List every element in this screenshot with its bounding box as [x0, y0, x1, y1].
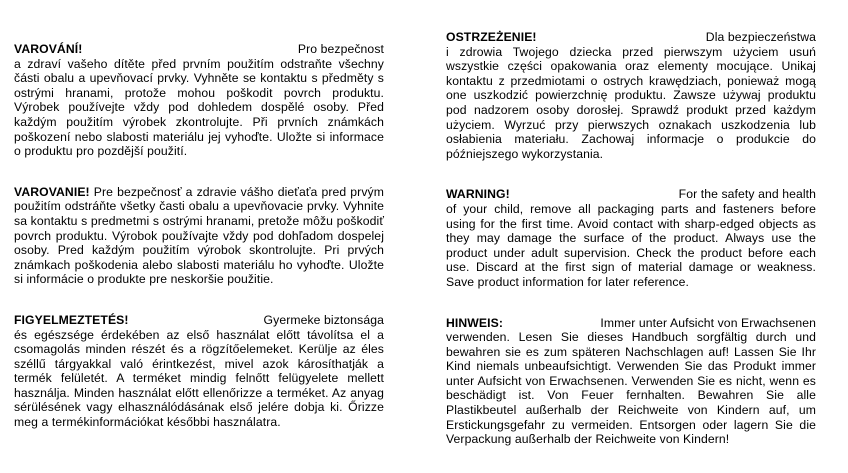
warning-block-hu: [14, 313, 384, 430]
warning-heading-sk: VAROVANIE!: [14, 184, 90, 199]
warning-text-cs: [14, 42, 384, 159]
right-column: [446, 0, 816, 473]
warning-block-en: [446, 187, 816, 289]
warning-heading-cs: VAROVÁNÍ!: [14, 42, 83, 56]
warning-block-pl: [446, 30, 816, 161]
warning-body-hu: és egészsége érdekében az első használat előtt távolítsa el a csomagolás minden részét és a rögzítőelemeket. Kerülje az éles széllű tárgyakkal való érintkezést, mivel azok károsíthatják a termék felületét. A terméket mindig felnőtt felügyelete mellett használja. Minden használat előtt ellenőrizze a terméket. Az anyag sérülésének vagy elhasználódásának első jelére dobja ki. Őrizze meg a termékinformációkat későbbi használatra.: [14, 327, 384, 430]
left-column: [14, 0, 384, 456]
warning-first-line-tail-cs: Pro bezpečnost: [297, 42, 384, 56]
warning-text-de: [446, 316, 816, 447]
warning-heading-de: HINWEIS:: [446, 315, 503, 330]
warning-text-pl: [446, 30, 816, 161]
warning-first-line-tail-pl: Dla bezpieczeństwa: [705, 30, 816, 44]
warning-body-sk: Pre bezpečnosť a zdravie vášho dieťaťa pred prvým použitím odstráňte všetky časti obalu a upevňovacie prvky. Vyhnite sa kontaktu s predmetmi s ostrými hranami, pretože môžu poškodiť povrch produktu. Výrobok používajte vždy pod dohľadom dospelej osoby. Pred každým použitím výrobok skontrolujte. Pri prvých známkach poškodenia alebo slabosti materiálu ho vyhoďte. Uložte si informácie o produkte pre neskoršie použitie.: [14, 184, 384, 287]
warning-block-sk: [14, 185, 384, 287]
warning-block-de: [446, 316, 816, 447]
warning-first-line-tail-de: Immer unter Aufsicht von Erwachsenen: [600, 315, 816, 330]
warning-text-sk: [14, 185, 384, 287]
warning-first-line-tail-en: For the safety and health: [678, 187, 816, 202]
warning-heading-en: WARNING!: [446, 187, 510, 202]
warning-heading-pl: OSTRZEŻENIE!: [446, 30, 537, 44]
warning-first-line-tail-hu: Gyermeke biztonsága: [263, 312, 384, 327]
warning-body-pl: i zdrowia Twojego dziecka przed pierwszym użyciem usuń wszystkie części opakowania oraz elementy mocujące. Unikaj kontaktu z przedmiotami o ostrych krawędziach, ponieważ mogą one uszkodzić powierzchnię produktu. Zawsze używaj produktu pod nadzorem osoby dorosłej. Sprawdź produkt przed każdym użyciem. Wyrzuć przy pierwszych oznakach uszkodzenia lub osłabienia materiału. Zachowaj informacje o produkcie do późniejszego wykorzystania.: [446, 44, 816, 161]
warning-body-de: verwenden. Lesen Sie dieses Handbuch sorgfältig durch und bewahren sie es zum späteren Nachschlagen auf! Lassen Sie Ihr Kind niemals unbeaufsichtigt. Verwenden Sie das Produkt immer unter Aufsicht von Erwachsenen. Verwenden Sie es nicht, wenn es beschädigt ist. Von Feuer fernhalten. Bewahren Sie alle Plastikbeutel außerhalb der Reichweite von Kindern auf, um Erstickungsgefahr zu vermeiden. Entsorgen oder lagern Sie die Verpackung außerhalb der Reichweite von Kindern!: [446, 330, 816, 447]
warning-block-cs: [14, 42, 384, 159]
warning-text-en: [446, 187, 816, 289]
warning-body-cs: a zdraví vašeho dítěte před prvním použitím odstraňte všechny části obalu a upevňovací prvky. Vyhněte se kontaktu s předměty s ostrými hranami, protože mohou poškodit povrch produktu. Výrobek používejte vždy pod dohledem dospělé osoby. Před každým použitím výrobek zkontrolujte. Při prvních známkách poškození nebo slabosti materiálu jej vyhoďte. Uložte si informace o produktu pro pozdější použití.: [14, 56, 384, 159]
warning-body-en: of your child, remove all packaging parts and fasteners before using for the first time. Avoid contact with sharp-edged objects as they may damage the surface of the product. Always use the product under adult supervision. Check the product before each use. Discard at the first sign of material damage or weakness. Save product information for later reference.: [446, 201, 816, 289]
warning-heading-hu: FIGYELMEZTETÉS!: [14, 312, 129, 327]
warning-text-hu: [14, 313, 384, 430]
